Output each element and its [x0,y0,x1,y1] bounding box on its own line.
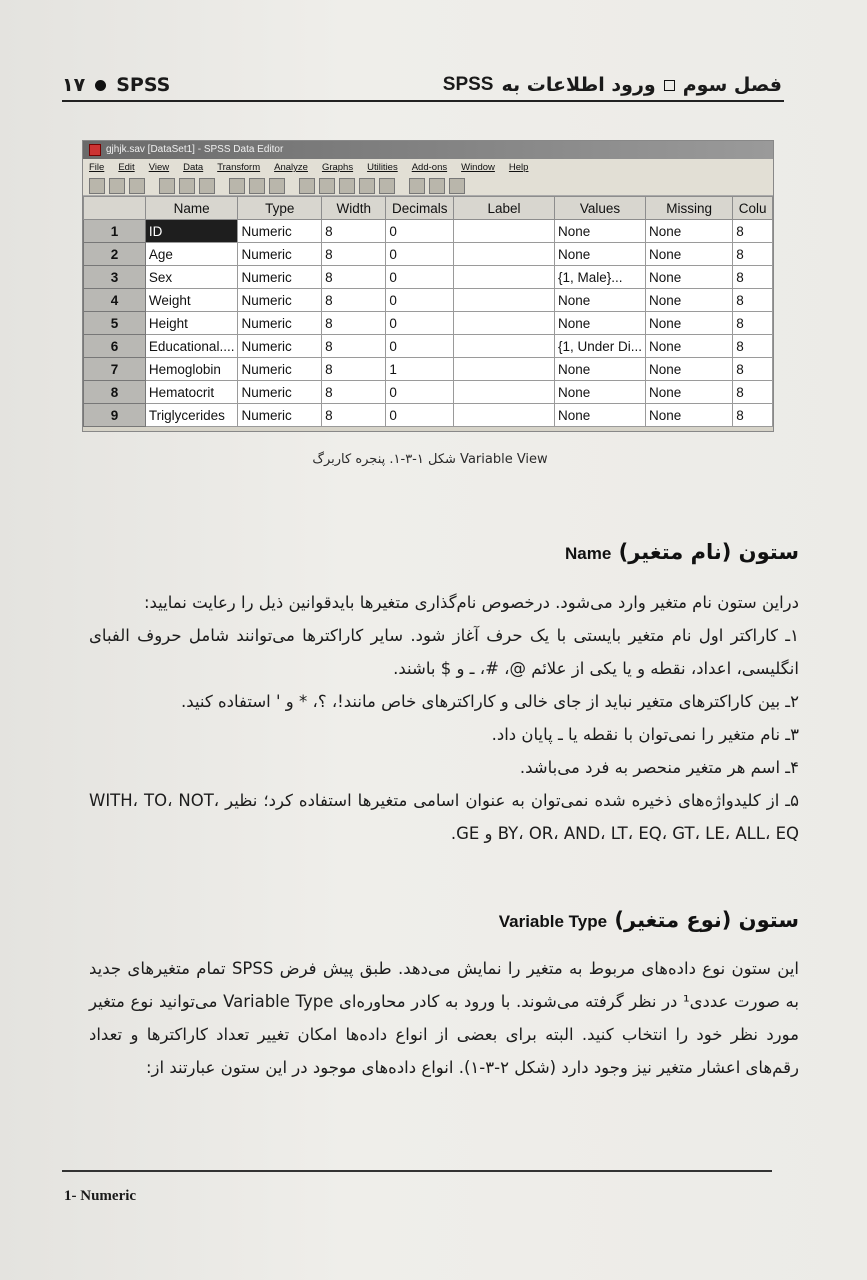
spss-titlebar [83,141,773,159]
cell-decimals: 0 [386,335,454,358]
spss-app-icon [89,144,101,156]
menu-edit: Edit [118,162,135,173]
section-type-title [499,908,799,932]
cell-name: Hematocrit [145,381,238,404]
col-header-columns: Colu [733,197,773,220]
cell-missing: None [646,358,733,381]
footnote: 1- Numeric [64,1188,137,1204]
table-row [84,220,773,243]
cell-values: {1, Male}... [554,266,645,289]
col-header-decimals: Decimals [386,197,454,220]
rule-5: ۵ـ از کلیدواژه‌های ذخیره شده نمی‌توان به عنوان اسامی متغیرها استفاده کرد؛ نظیر WITH، TO، NOT، BY، OR، AND، LT، EQ، GT، LE، ALL، EQ و GE. [89,791,799,843]
table-row [84,312,773,335]
cell-values: None [554,381,645,404]
cell-values: None [554,312,645,335]
menu-file: File [89,162,105,173]
menu-help: Help [508,162,529,173]
row-number: 9 [84,404,146,427]
table-row [84,404,773,427]
cell-decimals: 0 [386,381,454,404]
cell-label [454,381,555,404]
cell-name: Hemoglobin [145,358,238,381]
cell-columns: 8 [733,243,773,266]
cell-values: None [554,243,645,266]
section-name-title [565,540,799,564]
cell-label [454,289,555,312]
section-name-title-fa: ستون (نام متغیر) [618,540,799,564]
menu-analyze: Analyze [274,162,308,173]
cell-type: Numeric [238,266,322,289]
cell-width: 8 [322,335,386,358]
cell-decimals: 0 [386,220,454,243]
cell-width: 8 [322,312,386,335]
cell-columns: 8 [733,266,773,289]
cell-type: Numeric [238,243,322,266]
page-number: ۱۷ [62,74,86,96]
menu-transform: Transform [217,162,261,173]
cell-values: None [554,358,645,381]
cell-values: None [554,404,645,427]
cell-values: {1, Under Di... [554,335,645,358]
cell-width: 8 [322,243,386,266]
cell-type: Numeric [238,381,322,404]
save-icon [109,178,125,194]
cell-missing: None [646,312,733,335]
spss-window-screenshot [82,140,774,432]
cell-decimals: 1 [386,358,454,381]
cell-type: Numeric [238,289,322,312]
col-header-width: Width [322,197,386,220]
cell-type: Numeric [238,404,322,427]
menu-window: Window [461,162,495,173]
menu-view: View [148,162,170,173]
cell-name: Sex [145,266,238,289]
rule-1: ۱ـ کاراکتر اول نام متغیر بایستی با یک حرف آغاز شود. سایر کاراکترها می‌توانند شامل حروف الفبای انگلیسی، اعداد، نقطه و یا یکی از علائم @، #، ـ و $ باشند. [89,626,799,678]
cell-label [454,243,555,266]
cell-type: Numeric [238,335,322,358]
menu-addons: Add-ons [411,162,448,173]
redo-icon [199,178,215,194]
cell-columns: 8 [733,358,773,381]
section-type-title-fa: ستون (نوع متغیر) [614,908,799,932]
cell-label [454,266,555,289]
rule-4: ۴ـ اسم هر متغیر منحصر به فرد می‌باشد. [519,758,799,777]
row-number: 2 [84,243,146,266]
header-rule [62,100,784,102]
col-header-label: Label [454,197,555,220]
cell-width: 8 [322,289,386,312]
running-header [62,68,782,102]
table-row [84,335,773,358]
cell-missing: None [646,335,733,358]
row-number: 6 [84,335,146,358]
cell-label [454,335,555,358]
insert-cases-icon [299,178,315,194]
spss-title: gjhjk.sav [DataSet1] - SPSS Data Editor [106,144,284,155]
cell-width: 8 [322,266,386,289]
section-type-body: این ستون نوع داده‌های مربوط به متغیر را نمایش می‌دهد. طبق پیش فرض SPSS تمام متغیرهای جدید به صورت عددی¹ در نظر گرفته می‌شوند. با ورود به کادر محاوره‌ای Variable Type می‌توانید نوع متغیر مورد نظر خود را انتخاب کنید. البته برای بعضی از انواع داده‌ها امکان تغییر تعداد کاراکترها و تعداد رقم‌های اعشار متغیر نیز وجود دارد (شکل ۲-۳-۱). انواع داده‌های موجود در این ستون عبارتند از: [89,959,799,1077]
grid-header-row [84,197,773,220]
cell-missing: None [646,243,733,266]
cell-width: 8 [322,404,386,427]
menu-data: Data [183,162,204,173]
cell-name: Triglycerides [145,404,238,427]
open-icon [89,178,105,194]
row-number: 7 [84,358,146,381]
cell-label [454,312,555,335]
split-file-icon [339,178,355,194]
square-icon [664,80,675,91]
cell-columns: 8 [733,404,773,427]
cell-width: 8 [322,381,386,404]
value-labels-icon [409,178,425,194]
header-product: SPSS [116,74,171,96]
figure-caption: شکل ۱-۳-۱. پنجره کاربرگ Variable View [312,452,548,467]
cell-label [454,220,555,243]
rule-3: ۳ـ نام متغیر را نمی‌توان با نقطه یا ـ پایان داد. [491,725,799,744]
col-header-missing: Missing [646,197,733,220]
cell-name: ID [145,220,238,243]
header-topic: ورود اطلاعات به [501,74,656,96]
col-header-type: Type [238,197,322,220]
cell-type: Numeric [238,312,322,335]
cell-columns: 8 [733,335,773,358]
col-header-name: Name [145,197,238,220]
col-header-values: Values [554,197,645,220]
section-name-title-en: Name [565,544,612,563]
table-row [84,358,773,381]
print-icon [129,178,145,194]
spss-toolbar [83,176,773,196]
variable-view-grid [83,196,773,427]
goto-case-icon [229,178,245,194]
menu-graphs: Graphs [321,162,354,173]
cell-name: Educational.... [145,335,238,358]
row-number: 8 [84,381,146,404]
variables-icon [249,178,265,194]
table-row [84,381,773,404]
cell-columns: 8 [733,220,773,243]
cell-name: Weight [145,289,238,312]
cell-type: Numeric [238,358,322,381]
cell-decimals: 0 [386,312,454,335]
cell-type: Numeric [238,220,322,243]
select-cases-icon [379,178,395,194]
cell-name: Height [145,312,238,335]
header-product-inline: SPSS [442,74,494,95]
section-name-intro: دراین ستون نام متغیر وارد می‌شود. درخصوص نام‌گذاری متغیرها بایدقوانین ذیل را رعایت نمایید: [143,593,799,612]
header-left [62,74,170,96]
cell-columns: 8 [733,312,773,335]
grid-corner [84,197,146,220]
cell-values: None [554,220,645,243]
cell-columns: 8 [733,381,773,404]
cell-decimals: 0 [386,289,454,312]
footnote-rule [62,1170,772,1172]
menu-utilities: Utilities [367,162,398,173]
use-sets-icon [429,178,445,194]
row-number: 3 [84,266,146,289]
rule-2: ۲ـ بین کاراکترهای متغیر نباید از جای خالی و کاراکترهای خاص مانند!، ؟، * و ' استفاده کنید. [181,692,799,711]
find-icon [269,178,285,194]
cell-decimals: 0 [386,266,454,289]
table-row [84,266,773,289]
bullet-icon [95,80,106,91]
cell-decimals: 0 [386,243,454,266]
spss-menubar [83,159,773,176]
section-name-body [89,586,799,850]
table-row [84,289,773,312]
weight-cases-icon [359,178,375,194]
cell-decimals: 0 [386,404,454,427]
cell-missing: None [646,266,733,289]
table-row [84,243,773,266]
header-chapter: فصل سوم [682,74,782,96]
cell-missing: None [646,381,733,404]
header-right [443,74,782,96]
show-all-icon [449,178,465,194]
row-number: 1 [84,220,146,243]
cell-missing: None [646,289,733,312]
insert-variable-icon [319,178,335,194]
cell-columns: 8 [733,289,773,312]
section-type-title-en: Variable Type [498,912,608,931]
undo-icon [179,178,195,194]
cell-label [454,404,555,427]
cell-width: 8 [322,358,386,381]
row-number: 4 [84,289,146,312]
row-number: 5 [84,312,146,335]
dialog-recall-icon [159,178,175,194]
cell-label [454,358,555,381]
cell-width: 8 [322,220,386,243]
cell-name: Age [145,243,238,266]
cell-values: None [554,289,645,312]
cell-missing: None [646,220,733,243]
cell-missing: None [646,404,733,427]
